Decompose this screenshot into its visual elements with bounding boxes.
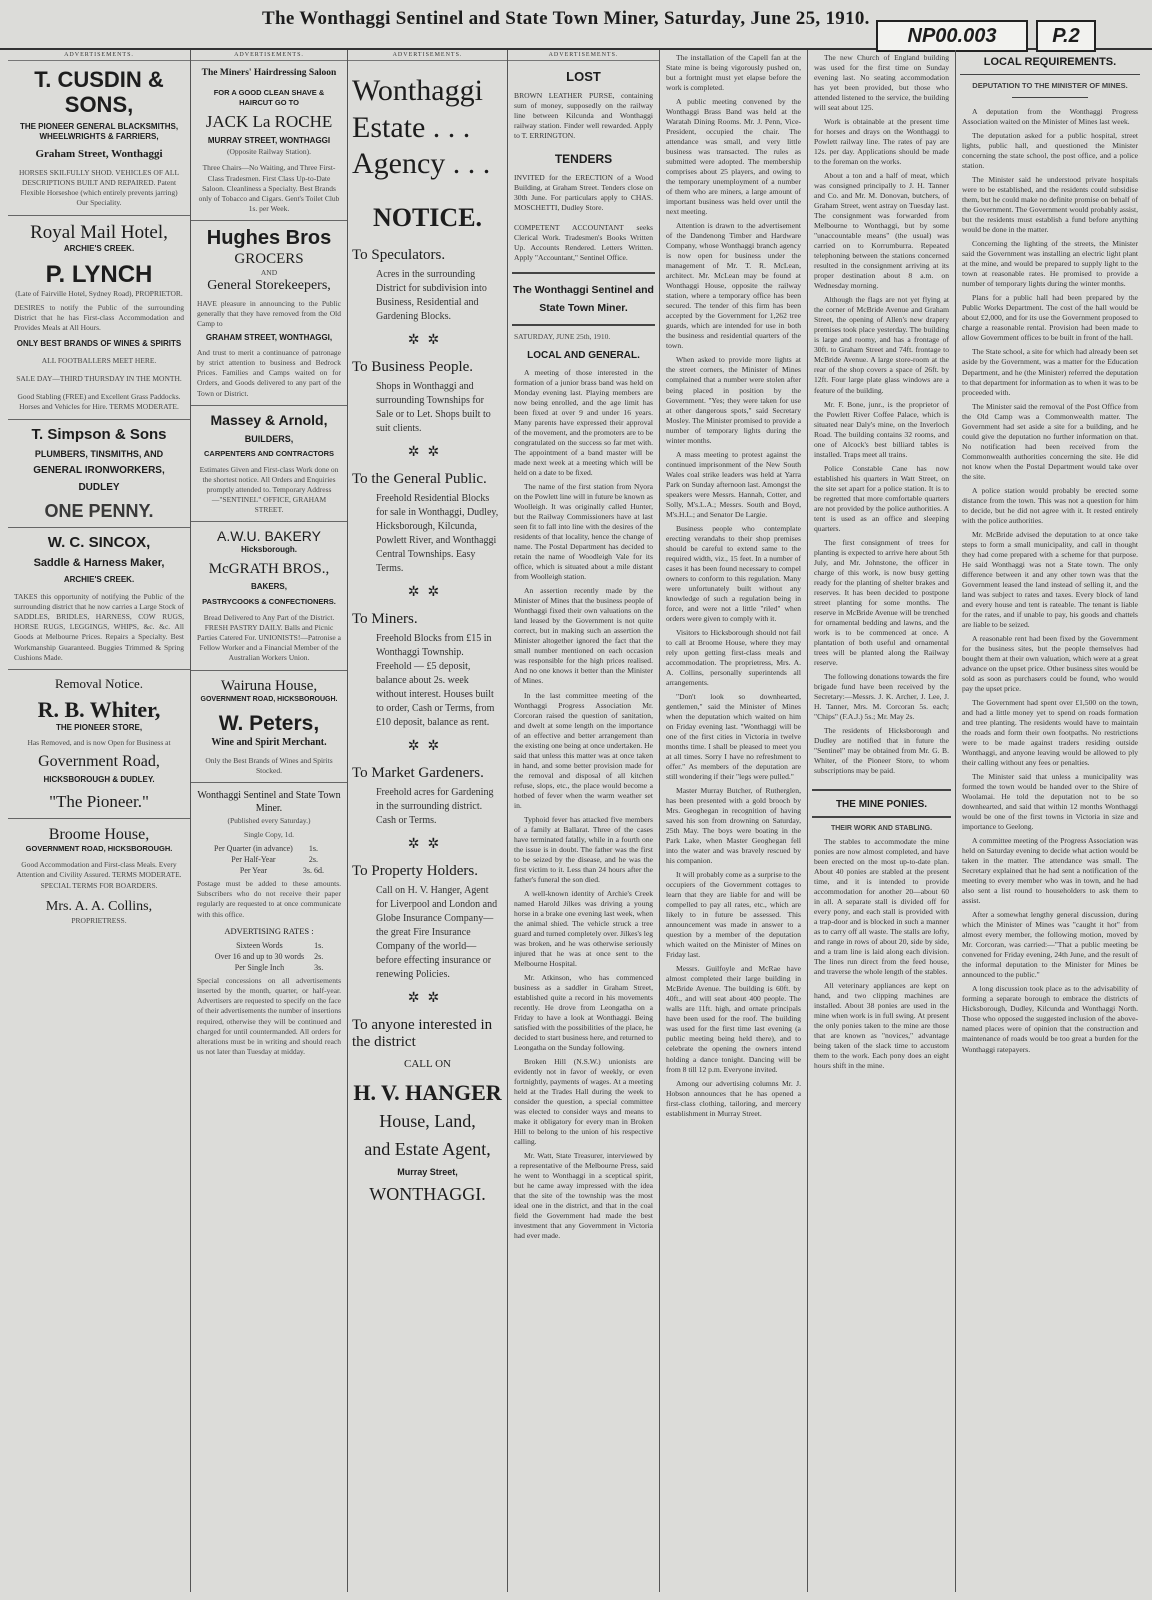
star-divider: ✲✲ <box>407 584 448 600</box>
column-news-1 <box>660 50 808 1592</box>
table-row <box>210 866 328 875</box>
paper-text: Postage must be added to these amounts. Subscribers who do not receive their paper regularly are requested to at once communicate with this office. <box>197 879 341 919</box>
tenders-heading: TENDERS <box>554 152 613 167</box>
paper-single-copy: Single Copy, 1d. <box>244 830 294 839</box>
divider <box>1012 97 1087 98</box>
issue-date: SATURDAY, JUNE 25th, 1910. <box>514 331 611 341</box>
advert-title: Royal Mail Hotel, <box>30 221 168 243</box>
column-head: ADVERTISEMENTS. <box>508 50 659 61</box>
column-notices <box>508 50 660 1592</box>
advert-text: And trust to merit a continuance of patronage by strict attention to business and Bedrock Prices. Families and Camps waited on for Orders, and Goods delivered to any part of the Town or District. <box>197 348 341 398</box>
divider <box>812 816 951 818</box>
table-row <box>211 941 327 950</box>
estate-title-line: Agency . . . <box>352 147 491 181</box>
advert-proprietor: McGRATH BROS., <box>208 561 330 577</box>
star-divider: ✲✲ <box>407 990 448 1006</box>
advert-subtitle: GENERAL IRONWORKERS, <box>33 464 165 476</box>
lost-text: BROWN LEATHER PURSE, containing sum of money, supposedly on the railway line between Kilcunda and Wonthaggi railway station. Finder well rewarded. Apply to T. ERRINGTON. <box>514 91 653 141</box>
call-on: CALL ON <box>404 1057 451 1070</box>
advert-subtitle: FOR A GOOD CLEAN SHAVE & HAIRCUT GO TO <box>213 87 325 107</box>
tenders-text: INVITED for the ERECTION of a Wood Building, at Graham Street. Tenders close on 30th June. For particulars apply to CHAS. MOSCHETTI, Dudley Store. <box>514 173 653 213</box>
advert-proprietor: P. LYNCH <box>45 261 153 289</box>
advert-subtitle: GROCERS <box>234 251 304 267</box>
local-general-heading: LOCAL AND GENERAL. <box>527 350 640 362</box>
table-cell: 1s. <box>314 941 324 951</box>
paper-text: Special concessions on all advertisements inserted by the month, quarter, or half-year. Advertisers are requested to specify on the face of their advertisements the number of insertions required, otherwise they will be continued and charged for until countermanded. All orders for alterations must be in writing and should reach us not later than Tuesday at midday. <box>197 976 341 1056</box>
section-text: Shops in Wonthaggi and surrounding Townships for Sale or to Let. Shops built to suit clients. <box>376 380 491 434</box>
advert-text: TAKES this opportunity of notifying the Public of the surrounding district that he now carries a Large Stock of SADDLES, BRIDLES, HARNESS, COW RUGS, HORSE RUGS, LEGGINGS, WHIPS, &c. &c. All Goods at Melbourne Prices. Repairs a Specialty. Best Workmanship Guaranteed. Buggies Trimmed & Spring Cushions Made. <box>14 591 184 662</box>
paper-published: (Published every Saturday.) <box>227 815 311 825</box>
advert-text: PROPRIETRESS. <box>71 915 127 925</box>
archive-stamp-ref: NP00.003 <box>876 20 1028 52</box>
subscription-table <box>208 842 330 877</box>
section-text: Acres in the surrounding District for subdivision into Business, Residential and Gardening Blocks. <box>376 268 487 322</box>
article-body: The new Church of England building was used for the first time on Sunday evening last. No seating accommodation has yet been provided, but those who attended listened to the service, the building will seat about 125. Work is obtainable at the present time for horses and drays on the Wonthaggi to Powlett railway line. The rates of pay are 12s. per day. Applications should be made to the foreman on the works. About a ton and a half of meat, which was consigned principally to J. H. Tanner and Co. and Mr. M. Donovan, butchers, of Graham Street, went astray on Tuesday last. The consignment was forwarded from Melbourne to Wonthaggi, but by some "unaccountable means" (the usual) was carried on to Korrumburra. Repeated telephoning between the stations concerned resulted in the consignment arriving at its proper destination about 8 a.m. on Wednesday morning. Although the flags are not yet flying at the corner of McBride Avenue and Graham Street, the opening of Allen's new drapery premises took place yesterday. The building is large and roomy, and has a frontage of 30ft. to Graham Street and 74ft. frontage to McBride Avenue. A large store-room at the rear of the shop covers a space of 26ft. by 12ft. Four large plate glass windows are a feature of the building. Mr. F. Bone, junr., is the proprietor of the Powlett River Coffee Palace, which is situated near Daly's mine, on the Inverloch Road. The building contains 32 rooms, and one of Alcock's best billiard tables is installed. Traps meet all trains. Police Constable Cane has now established his quarters in Watt Street, on the site set apart for a police station. It is to be regretted that more comfortable quarters are not provided by the police authorities. A tent is used as an office and sleeping quarters. The first consignment of trees for planting is expected to arrive here about 5th July, and Mr. Johnstone, the officer in charge of this work, is now busy getting ready for the planting of shelter brakes and reserves. It has been decided to postpone street planting for some months. The reserve in McBride Avenue will be trenched for ornamental bedding and lawns, and the work is to be commenced at once. A plantation of both useful and ornamental trees will be planted along the Railway reserve. The following donations towards the fire brigade fund have been received by the Secretary:—Messrs. J. K. Archer, J. Lee, J. H. Tanner, Mrs. M. Corcoran 5s. each; "Chips" (F.A.J.) 5s.; Mr. May 2s. The residents of Hicksborough and Dudley are notified that in future the "Sentinel" may be obtained from Mr. G. B. Whiter, of the Pioneer Store, to whom subscriptions may be paid. <box>814 53 949 776</box>
advert-broome <box>8 819 190 932</box>
advert-text: DESIRES to notify the Public of the surrounding District that he has First-class Accommodation and Provides Meals at All Hours. <box>14 302 184 333</box>
advert-subtitle: THE PIONEER STORE, <box>55 722 143 732</box>
advert-text: Bread Delivered to Any Part of the District. FRESH PASTRY DAILY. Balls and Picnic Parties Catered For. UNIONISTS!—Patronise a Fellow Worker and a Financial Member of the Australian Workers Union. <box>197 612 341 663</box>
advert-subtitle: CARPENTERS AND CONTRACTORS <box>203 448 334 458</box>
table-row <box>210 855 328 864</box>
agent-title: House, Land, <box>379 1110 476 1131</box>
advert-address: Government Road, <box>38 752 160 770</box>
table-cell: 3s. 6d. <box>302 866 324 876</box>
advert-title: T. Simpson & Sons <box>31 425 167 443</box>
advert-simpson <box>8 420 190 529</box>
advert-text: Three Chairs—No Waiting, and Three First-Class Tradesmen. First Class Up-to-Date Saloon. Cleanliness a Specialty. Best Brands only of Tobacco and Cigars. Gent's Toilet Club 1s. per Week. <box>198 163 340 213</box>
section-heading: To Miners. <box>352 610 418 627</box>
ponies-heading: THE MINE PONIES. <box>835 799 928 811</box>
advert-one-penny: ONE PENNY. <box>44 500 154 521</box>
section-heading: To Property Holders. <box>352 862 479 879</box>
section-heading: To Market Gardeners. <box>352 764 484 781</box>
rates-table <box>209 939 329 974</box>
article-body: A meeting of those interested in the formation of a junior brass band was held on Monday evening last. Playing members are now being enrolled, and the age limit has been fixed at over 9 and under 16 years. Many parents have expressed their approval of the movement, and the promoters are to be congratulated on the success so far met with. The appointment of a band master will be made next week at a meeting which will be held on a date to be fixed. The name of the first station from Nyora on the Powlett line will in future be known as Woolleigh. It was originally called Hunter, but the Railway Commissioners have at last seen fit to fall into line with the desires of the residents of that locality, hence the change of name. The Postal Department has decided to retain the name of Woodleigh Vale for its office, which is situated about a mile distant from Woolleigh station. An assertion recently made by the Minister of Mines that the business people of Wonthaggi fixed their own valuations on the land leased by the Government is not quite correct, but in making such an assertion the Minister altogether ignored the fact that the small number mentioned on each occasion was responsible for the high prices realised. And no one knows it better than the Minister of Mines. In the last committee meeting of the Wonthaggi Progress Association Mr. Corcoran raised the question of sanitation, and dwelt at some length on the importance of an effective and better arrangement than the existing one being at once undertaken. He said that unless this matter was at once taken in hand, and some better provision made for the removal and disposal of all kitchen refuse, slops, etc., the place would become a hotbed of fever when the warm weather set in. Typhoid fever has attacked five members of a family at Ballarat. Three of the cases have terminated fatally, while in a fourth one the issue is in doubt. The father was the first to be seized by the disease, and he was the first victim to it. Less than 24 hours after the father's funeral the son died. A well-known identity of Archie's Creek named Harold Jilkes was driving a young horse in a brake one evening last week, when the animal shied. The vehicle struck a tree guard and turned completely over. Jilkes's leg was broken, and he was otherwise seriously injured that he was at once sent to the Melbourne Hospital. Mr. Atkinson, who has commenced business as a saddler in Graham Street, established quite a record in his movements recently. He drove from Leongatha on a Friday to have a look at Wonthaggi. Being satisfied with the possibilities of the place, he decided to start business here, and returned to Leongatha on the Sunday following. Broken Hill (N.S.W.) unionists are evidently not in favor of weekly, or even fortnightly, payments of wages. At a meeting held at the Trades Hall during the week to consider the question, a special committee was elected to consider ways and means to make it obligatory for every man in Broken Hill to belong to the union of his respective calling. Mr. Watt, State Treasurer, interviewed by a representative of the Melbourne Press, said he went to Wonthaggi in a sceptical spirit, but he came away impressed with the idea that the site of the township was the most ideal one in the district, and that in the coal field the Government had made the best investment that any Government in Victoria had ever made. <box>514 368 653 1241</box>
paper-name: The Wonthaggi Sentinel and State Town Miner. <box>513 284 654 315</box>
section-text: Freehold Residential Blocks for sale in Wonthaggi, Dudley, Hicksborough, Kilcunda, Powlett River, and Wonthaggi Central Townships. Easy Terms. <box>376 492 499 574</box>
article-body: The stables to accommodate the mine ponies are now almost completed, and have been erected on the most up-to-date plan. About 40 ponies are stabled at the present time, and it is intended to provide accommodation for another 20—about 60 in all. A separate stall is divided off for every pony, and each stall is provided with a trap-door and is blocked in such a manner as to carry off all waste. The stalls are lofty, and range in rows of about 20, side by side, and a tram line is laid along each division. The lines run direct from the feed house, and traverse the whole length of the stables. All veterinary appliances are kept on hand, and two clipping machines are installed. About 38 ponies are used in the mine when work is in full swing. At present the only ponies taken to the mine are those that are known as "novices," advantage being taken of the slack time to accustom them to the work. Each pony does an eight hours shift in the mine. <box>814 836 949 1070</box>
advert-sincox <box>8 528 190 670</box>
table-row <box>210 844 328 853</box>
local-requirements-heading: LOCAL REQUIREMENTS. <box>983 56 1117 68</box>
advert-address: MURRAY STREET, WONTHAGGI <box>207 136 331 146</box>
estate-title-line: Wonthaggi <box>352 74 483 107</box>
article-body: The installation of the Capell fan at the State mine is being vigorously pushed on, but a fortnight must yet elapse before the work is completed. A public meeting convened by the Wonthaggi Brass Band was held at the Waratah Dining Rooms. Mr. J. Penn, Vice-President, occupied the chair. The attendance was small, and very little business was transacted. The rules as submitted were adopted. The membership comprises about 25 players, and owing to the temporary unemployment of a number of them who are miners, a large amount of important business was held over until the next meeting. Attention is drawn to the advertisement of the Dandenong Timber and Hardware Company, whose Wonthaggi branch agency is now open for business under the management of Mr. T. R. McLean, architect. Mr. McLean may be found at Wonthaggi House, opposite the railway station, where a temporary office has been secured. The tender of this firm has been accepted by the Government for 1,262 tree guards, which are intended for use in both the business and residential quarters of the town. When asked to provide more lights at the street corners, the Minister of Mines complained that a number were stolen after being placed in position by the Government. "Yes; they were taken for use at other dangerous spots," said Secretary Mosley. The Minister promised to provide a number of temporary lights during the winter months. A mass meeting to protest against the continued imprisonment of the New South Wales coal strike leaders was held at Yarra Park on Sunday afternoon last. Amongst the speakers were Messrs. Hannah, Cotter, and Solly, M's.L.A.; Messrs. South and Boyd, M's.H.L.; and Senator De Largie. Business people who contemplate erecting verandahs to their shop premises should be careful to extend same to the required width, viz., 15 feet. In a number of cases it has been found necessary to compel owners to conform to this regulation. Many were unfortunately built without any knowledge of such a regulation being in force, and were not a little "riled" when orders were given to comply with it. Visitors to Hicksborough should not fail to call at Broome House, where they may rely upon getting first-class meals and accommodation. The proprietress, Mrs. A. A. Collins, personally superintends all arrangements. "Don't look so downhearted, gentlemen," said the Minister of Mines when the deputation which waited on him on Friday evening last. "Wonthaggi will be one of the first cities in Victoria in twelve months time. I shall be pleased to meet you at all times. Sorry I have no refreshment to offer." As members of the deputation are still wondering if their "legs were pulled." Master Murray Butcher, of Rutherglen, has been presented with a gold brooch by Mrs. Geoghegan in recognition of having saved his son from drowning on Saturday, 25th May. The boys were boating in the Park Lake, when Master Geoghegan fell into the water and was bravely rescued by his companion. It will probably come as a surprise to the occupiers of the Government cottages to learn that they are liable for and will be compelled to pay all rates, etc., which are likely to in future be assessed. This announcement was made in answer to a question by a member of the deputation which waited on the Minister of Mines on Friday last. Messrs. Guilfoyle and McRae have almost completed their large building in McBride Avenue. The building is 60ft. by 40ft., and will seat about 400 people. The walls are 11ft. high, and ornate principals have been used for the roof. The building was used for the first time last evening (a public meeting being held there), and to celebrate the opening the owners intend holding a dance tonight. Dancing will be from 8 till 12 p.m. Everyone invited. Among our advertising columns Mr. J. Hobson announces that he has opened a first-class clothing, tailoring, and mercery establishment in Murray Street. <box>666 53 801 1118</box>
advert-title: W. C. SINCOX, <box>47 534 151 552</box>
table-cell: 3s. <box>314 963 324 973</box>
advert-proprietor: W. Peters, <box>218 711 320 735</box>
table-row <box>211 963 327 972</box>
section-text: Freehold Blocks from £15 in Wonthaggi Township. Freehold — £5 deposit, balance about 2s. week without interest. Houses built to order, Cash or Terms, from £10 deposit, balance as rent. <box>376 632 495 728</box>
agent-address: Murray Street, <box>397 1167 458 1178</box>
divider <box>512 272 655 274</box>
advert-proprietor: Mrs. A. A. Collins, <box>45 898 153 914</box>
section-heading: To Business People. <box>352 358 474 375</box>
advert-address: Graham Street, Wonthaggi <box>35 148 163 161</box>
column-head: ADVERTISEMENTS. <box>348 50 507 61</box>
table-cell: Per Year <box>239 866 267 876</box>
section-text: Freehold acres for Gardening in the surrounding district. Cash or Terms. <box>376 786 494 826</box>
archive-stamp-page: P.2 <box>1036 20 1096 52</box>
advert-whiter <box>8 670 190 819</box>
advert-mcgrath <box>191 522 347 670</box>
star-divider: ✲✲ <box>407 444 448 460</box>
advert-text: HAVE pleasure in announcing to the Public generally that they have removed from the Old Camp to <box>197 298 341 329</box>
advert-subtitle: General Storekeepers, <box>207 278 331 294</box>
advert-peters <box>191 671 347 783</box>
advert-highlight: ONLY BEST BRANDS OF WINES & SPIRITS <box>16 339 182 349</box>
advert-cusdin <box>8 61 190 216</box>
advert-text: Good Stabling (FREE) and Excellent Grass Paddocks. Horses and Vehicles for Hire. TERMS MODERATE. <box>17 392 181 412</box>
column-adverts-2 <box>191 50 348 1592</box>
column-head: ADVERTISEMENTS. <box>8 50 190 61</box>
section-text: Call on H. V. Hanger, Agent for Liverpool and London and Globe Insurance Company—the great Fire Insurance Company of the world—before effecting insurance or renewing Policies. <box>376 884 498 980</box>
paper-title: Wonthaggi Sentinel and State Town Miner. <box>197 789 341 815</box>
star-divider: ✲✲ <box>407 332 448 348</box>
agent-title: and Estate Agent, <box>364 1138 491 1159</box>
table-cell: Over 16 and up to 30 words <box>214 952 305 962</box>
masthead <box>0 0 1152 50</box>
advert-subtitle: PLUMBERS, TINSMITHS, AND <box>34 448 164 459</box>
advert-title: T. CUSDIN & SONS, <box>34 67 164 118</box>
lost-heading: LOST <box>566 69 601 84</box>
advert-title: R. B. Whiter, <box>37 697 161 723</box>
advert-subtitle: BAKERS, <box>250 582 287 591</box>
table-row <box>211 952 327 961</box>
advert-subtitle: Saddle & Harness Maker, <box>33 557 165 570</box>
advert-store-name: "The Pioneer." <box>49 791 149 811</box>
article-body: A deputation from the Wonthaggi Progress Association waited on the Minister of Mines last week. The deputation asked for a public hospital, street lights, public hall, and questioned the Minister concerning the state school, the post office, and a police station. The Minister said he understood private hospitals were to be established, and the residents could subsidise them, but he could make no definite promise on behalf of the Government. The Government would probably assist, but the residents must establish a fund before anything would be done in the matter. Concerning the lighting of the streets, the Minister said the Government was installing an electric light plant at the mine, and would be prepared to supply light to the town at reasonable rates. He promised to provide a number of temporary lights during the winter months. Plans for a public hall had been prepared by the Public Works Department. The cost of the hall would be about £2,000, and for its use the Government proposed to charge a reasonable rental. Provision had been made to allow Government offices to be built in front of the hall. The State school, a site for which had already been set aside by the Government, was a matter for the Education Department, and he (the Minister) referred the deputation to that department for information as to when it was to be proceeded with. The Minister said the removal of the Post Office from the Old Camp was a Commonwealth matter. The Government had set aside a site for a building, and he could give the deputation no further information on that. No notification had been received from the Commonwealth authorities concerning the site. He did not know when the Postal Department would take over the site. A police station would probably be erected some distance from the town. This was not a question for him to decide, but he did not agree with it. It rested entirely with the police authorities. Mr. McBride advised the deputation to at once take steps to form a small municipality, and call in thought they had come prepared with a scheme for that purpose. He said Wonthaggi was not a State town. The only difference between it and any other town was that the Government leased the land instead of selling it, and the land was subject to rates and taxes. Every block of land and every house and tent is rateable. The tenant is liable for the rates, and if unable to pay, his goods and chattels are liable to be seized. A reasonable rent had been fixed by the Government for the business sites, but the people themselves had bought them at their own valuation, which were at a great advance on the upset price. Other business sites would be sold as soon as purchasers could be found, who would pay the upset price. The Government had spent over £1,500 on the town, and had a little money yet to spend on roads formation and tree planting. The residents would have to maintain the roads and form their own footpaths. No restrictions were to be made against traders residing outside Wonthaggi, and anyone leaving would be allowed to ply their calling without any fees or penalties. The Minister said that unless a municipality was formed the town would be handed over to the Shire of Woolamai. He told the deputation not to be so downhearted, and said that within 12 months Wonthaggi would be one of the first towns in Victoria in size and importance to Geelong. A committee meeting of the Progress Association was held on Saturday evening to decide what action would be taken in the matter. The attendance was small. The Secretary explained that he had sent a notification of the meeting to every member who was in town, and he had also sent a list round to householders to ask them to assist. After a somewhat lengthy general discussion, during which the Minister of Mines was "caught it hot" from almost every member, the following motion, moved by Mr. Corcoran, was carried:—"That a public meeting be convened for Friday evening, 24th June, and the result of the informal deputation to the Minister for Mines be announced to the public." A long discussion took place as to the advisability of forming a separate borough to embrace the districts of Hicksborough, Dudley, Kilcunda and Wonthaggi North. Those who opposed the suggested inclusion of the above-named places were of opinion that the construction and maintenance of roads would be too great a burden for the Wonthaggi ratepayers. <box>962 107 1138 1054</box>
column-estate-agency <box>348 50 508 1592</box>
star-divider: ✲✲ <box>407 836 448 852</box>
advert-title: Hughes Bros <box>206 227 332 249</box>
advert-proprietor: JACK La ROCHE <box>205 112 333 132</box>
advert-subtitle: ARCHIE'S CREEK. <box>63 575 135 585</box>
divider <box>960 74 1140 75</box>
estate-title-line: Estate . . . <box>352 110 471 144</box>
advert-text: HORSES SKILFULLY SHOD. VEHICLES OF ALL DESCRIPTIONS BUILT AND REPAIRED. Patent Flexible Horseshoe (which entirely prevents jarring) Our Speciality. <box>18 168 180 208</box>
advert-subtitle: ARCHIE'S CREEK. <box>63 244 135 254</box>
table-cell: Sixteen Words <box>236 941 283 951</box>
table-cell: 1s. <box>308 844 318 854</box>
advert-title: Wairuna House, <box>220 677 318 694</box>
advert-royal-mail <box>8 216 190 420</box>
advert-subtitle: Wine and Spirit Merchant. <box>211 737 327 749</box>
column-local-requirements <box>956 50 1144 1592</box>
notice-heading: NOTICE. <box>372 202 483 232</box>
advert-text: ALL FOOTBALLERS MEET HERE. <box>41 356 157 366</box>
rates-heading: ADVERTISING RATES : <box>224 925 314 936</box>
advert-subtitle: Hicksborough. <box>240 545 297 555</box>
accountant-text: COMPETENT ACCOUNTANT seeks Clerical Work. Tradesmen's Books Written Up. Accounts Rendered. Letters Written. Apply "Accountant," Sentinel Office. <box>514 223 653 263</box>
advert-title: Broome House, <box>48 826 150 844</box>
star-divider: ✲✲ <box>407 738 448 754</box>
column-adverts-1 <box>8 50 191 1592</box>
table-cell: Per Half-Year <box>231 855 276 865</box>
advert-subtitle: GOVERNMENT ROAD, HICKSBOROUGH. <box>200 695 338 703</box>
section-heading: To anyone interested in the district <box>352 1016 493 1050</box>
advert-hughes <box>191 221 347 406</box>
divider <box>812 789 951 791</box>
paper-terms <box>191 783 347 1063</box>
advert-title: A.W.U. BAKERY <box>217 528 321 545</box>
advert-subtitle: GOVERNMENT ROAD, HICKSBOROUGH. <box>25 844 173 854</box>
column-head: ADVERTISEMENTS. <box>191 50 347 61</box>
advert-text: (Opposite Railway Station). <box>227 147 311 157</box>
advert-laroche <box>191 61 347 221</box>
agent-name: H. V. HANGER <box>353 1079 502 1105</box>
advert-text: Good Accommodation and First-class Meals. Every Attention and Civility Assured. TERMS MODERATE. SPECIAL TERMS FOR BOARDERS. <box>16 860 182 890</box>
advert-text: SALE DAY—THIRD THURSDAY IN THE MONTH. <box>16 374 182 384</box>
advert-massey <box>191 406 347 523</box>
advert-notice: Removal Notice. <box>54 675 144 691</box>
table-cell: 2s. <box>314 952 324 962</box>
advert-subtitle: DUDLEY <box>78 482 120 494</box>
table-cell: Per Single Inch <box>234 963 285 973</box>
masthead-title: The Wonthaggi Sentinel and State Town Miner, Saturday, June 25, 1910. <box>262 8 870 29</box>
advert-subtitle: THE PIONEER GENERAL BLACKSMITHS, WHEELWRIGHTS & FARRIERS, <box>19 121 179 142</box>
estate-title <box>352 73 507 183</box>
advert-subtitle: BUILDERS, <box>244 433 294 444</box>
advert-text: Only the Best Brands of Wines and Spirits Stocked. <box>205 755 333 775</box>
deputation-subheading: DEPUTATION TO THE MINISTER OF MINES. <box>972 81 1128 90</box>
section-heading: To Speculators. <box>352 246 446 263</box>
ponies-subheading: THEIR WORK AND STABLING. <box>830 825 933 833</box>
section-heading: To the General Public. <box>352 470 487 487</box>
advert-text: (Late of Fairville Hotel, Sydney Road), PROPRIETOR. <box>15 288 183 298</box>
divider <box>512 324 655 326</box>
column-news-2 <box>808 50 956 1592</box>
table-cell: Per Quarter (in advance) <box>214 844 293 854</box>
advert-address: GRAHAM STREET, WONTHAGGI, <box>205 333 333 343</box>
advert-title: The Miners' Hairdressing Saloon <box>201 68 337 78</box>
advert-text: Estimates Given and First-class Work done on the shortest notice. All Orders and Enquiries promptly attended to. Temporary Address—"SENTINEL" OFFICE, GRAHAM STREET. <box>199 464 339 515</box>
advert-text: Has Removed, and is now Open for Business at <box>27 737 171 747</box>
table-cell: 2s. <box>308 855 318 865</box>
agent-town: WONTHAGGI. <box>369 1184 486 1205</box>
advert-text: AND <box>260 268 278 277</box>
advert-subtitle: HICKSBOROUGH & DUDLEY. <box>43 774 155 784</box>
advert-title: Massey & Arnold, <box>210 411 328 428</box>
advert-subtitle: PASTRYCOOKS & CONFECTIONERS. <box>202 596 336 606</box>
